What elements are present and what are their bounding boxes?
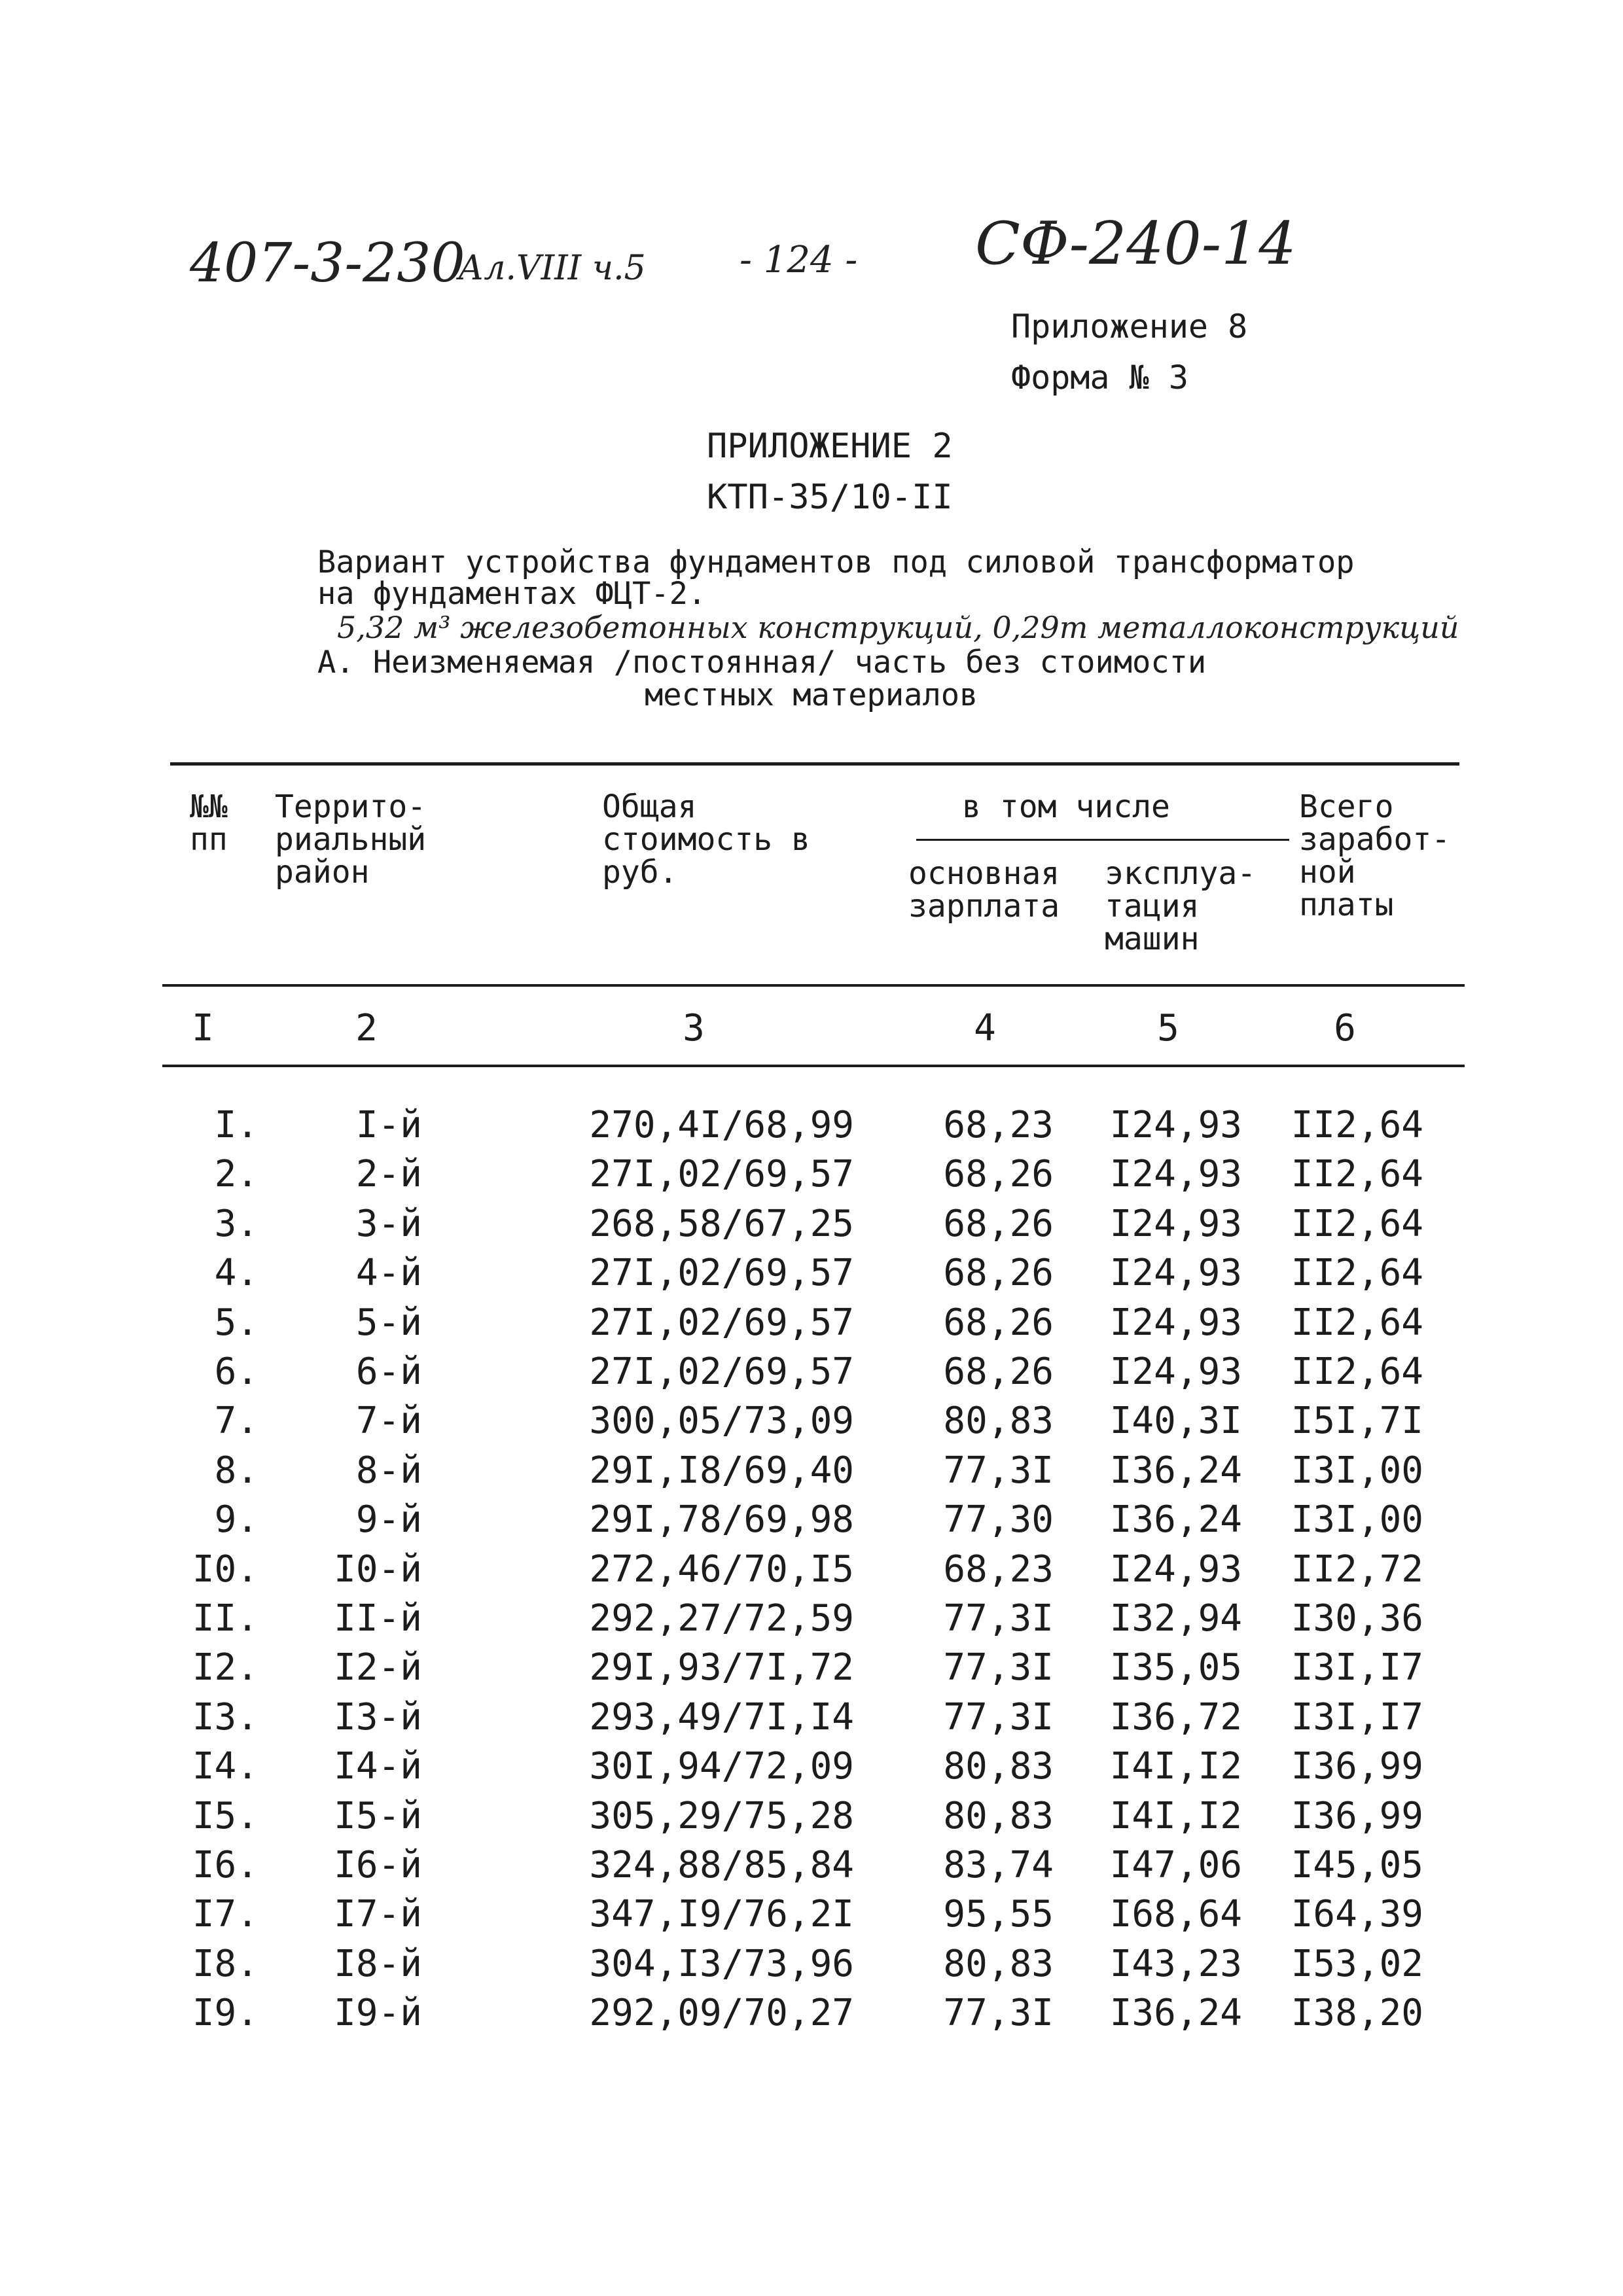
row-total-wage: I36,99 [1291, 1795, 1423, 1837]
row-machines: I24,93 [1109, 1351, 1242, 1393]
row-wage: 77,3I [943, 1646, 1054, 1689]
row-number: I9. [192, 1992, 259, 2034]
row-number: 7. [214, 1400, 259, 1442]
row-region: I9-й [334, 1992, 422, 2034]
row-machines: I47,06 [1109, 1844, 1242, 1886]
appendix-label: Приложение 8 [1011, 308, 1248, 345]
row-machines: I43,23 [1109, 1943, 1242, 1985]
row-machines: I68,64 [1109, 1893, 1242, 1935]
row-machines: I36,24 [1109, 1498, 1242, 1541]
row-number: 9. [214, 1498, 259, 1541]
row-wage: 68,26 [943, 1351, 1054, 1393]
row-total-wage: I38,20 [1291, 1992, 1423, 2034]
table-top-rule [170, 762, 1459, 766]
row-region: 7-й [355, 1400, 422, 1442]
row-machines: I4I,I2 [1109, 1795, 1242, 1837]
col-region-header: Террито- риальный район [275, 788, 427, 891]
row-region: 9-й [355, 1498, 422, 1541]
row-region: 4-й [355, 1252, 422, 1294]
project-code: 407-3-230 [190, 232, 465, 294]
row-wage: 68,26 [943, 1153, 1054, 1195]
description-line-1: Вариант устройства фундаментов под силовой трансформатор [317, 544, 1355, 580]
row-total-wage: I3I,00 [1291, 1498, 1423, 1541]
row-wage: 77,3I [943, 1597, 1054, 1640]
form-label: Форма № 3 [1011, 359, 1188, 397]
row-region: I-й [355, 1104, 422, 1146]
col-total-wage-header: Всего заработ- ной платы [1299, 788, 1451, 923]
album-mark: Ал.VIII ч.5 [458, 249, 646, 288]
row-region: I8-й [334, 1943, 422, 1985]
row-total: 29I,93/7I,72 [589, 1646, 854, 1689]
col-num-header: №№ пп [190, 788, 228, 858]
row-total: 29I,I8/69,40 [589, 1449, 854, 1492]
row-region: II-й [334, 1597, 422, 1640]
part-line-1: А. Неизменяемая /постоянная/ часть без стоимости [317, 645, 1207, 680]
row-machines: I4I,I2 [1109, 1745, 1242, 1788]
row-number: I4. [192, 1745, 259, 1788]
row-number: II. [192, 1597, 259, 1640]
row-wage: 68,26 [943, 1301, 1054, 1344]
row-total-wage: I5I,7I [1291, 1400, 1423, 1442]
row-total: 27I,02/69,57 [589, 1153, 854, 1195]
row-number: 4. [214, 1252, 259, 1294]
row-wage: 80,83 [943, 1943, 1054, 1985]
row-total: 27I,02/69,57 [589, 1252, 854, 1294]
row-total: 27I,02/69,57 [589, 1351, 854, 1393]
document-subtitle: КТП-35/10-II [707, 478, 953, 517]
col-wage-header: основная зарплата [908, 855, 1060, 925]
row-wage: 83,74 [943, 1844, 1054, 1886]
row-total-wage: II2,64 [1291, 1153, 1423, 1195]
row-total: 304,I3/73,96 [589, 1943, 854, 1985]
row-number: I7. [192, 1893, 259, 1935]
row-total: 270,4I/68,99 [589, 1104, 854, 1146]
row-total-wage: I3I,00 [1291, 1449, 1423, 1492]
column-number: I [192, 1007, 214, 1050]
row-region: 6-й [355, 1351, 422, 1393]
row-total-wage: II2,64 [1291, 1351, 1423, 1393]
row-total-wage: II2,72 [1291, 1548, 1423, 1591]
row-region: I6-й [334, 1844, 422, 1886]
column-number: 2 [355, 1007, 378, 1050]
row-wage: 77,30 [943, 1498, 1054, 1541]
row-number: 3. [214, 1203, 259, 1245]
row-total: 29I,78/69,98 [589, 1498, 854, 1541]
row-number: I3. [192, 1696, 259, 1739]
row-wage: 77,3I [943, 1449, 1054, 1492]
part-line-2: местных материалов [645, 677, 978, 713]
column-number: 3 [683, 1007, 705, 1050]
row-total: 292,27/72,59 [589, 1597, 854, 1640]
row-machines: I24,93 [1109, 1153, 1242, 1195]
row-machines: I36,24 [1109, 1992, 1242, 2034]
col-machines-header: эксплуа- тация машин [1105, 855, 1257, 957]
row-machines: I40,3I [1109, 1400, 1242, 1442]
row-wage: 68,23 [943, 1104, 1054, 1146]
row-region: I2-й [334, 1646, 422, 1689]
row-number: 6. [214, 1351, 259, 1393]
document-title: ПРИЛОЖЕНИЕ 2 [707, 427, 953, 466]
volume-note: 5,32 м³ железобетонных конструкций, 0,29т металлоконструкций [337, 610, 1459, 645]
row-wage: 77,3I [943, 1696, 1054, 1739]
row-total: 30I,94/72,09 [589, 1745, 854, 1788]
row-wage: 80,83 [943, 1400, 1054, 1442]
row-number: 8. [214, 1449, 259, 1492]
row-region: I7-й [334, 1893, 422, 1935]
row-wage: 68,23 [943, 1548, 1054, 1591]
row-number: I2. [192, 1646, 259, 1689]
row-machines: I24,93 [1109, 1301, 1242, 1344]
row-total: 293,49/7I,I4 [589, 1696, 854, 1739]
row-total-wage: I36,99 [1291, 1745, 1423, 1788]
number-row-rule [162, 1065, 1465, 1067]
col-incl-header: в том числе [962, 788, 1170, 825]
row-number: 2. [214, 1153, 259, 1195]
row-machines: I24,93 [1109, 1252, 1242, 1294]
row-total-wage: I53,02 [1291, 1943, 1423, 1985]
row-machines: I32,94 [1109, 1597, 1242, 1640]
row-total: 272,46/70,I5 [589, 1548, 854, 1591]
row-machines: I24,93 [1109, 1203, 1242, 1245]
row-total: 300,05/73,09 [589, 1400, 854, 1442]
row-number: 5. [214, 1301, 259, 1344]
row-region: 5-й [355, 1301, 422, 1344]
row-total: 27I,02/69,57 [589, 1301, 854, 1344]
row-wage: 80,83 [943, 1795, 1054, 1837]
row-number: I5. [192, 1795, 259, 1837]
row-total-wage: I45,05 [1291, 1844, 1423, 1886]
row-wage: 77,3I [943, 1992, 1054, 2034]
row-region: 2-й [355, 1153, 422, 1195]
row-total-wage: I3I,I7 [1291, 1696, 1423, 1739]
description-line-2: на фундаментах ФЦТ-2. [317, 576, 707, 612]
row-machines: I36,72 [1109, 1696, 1242, 1739]
row-number: I8. [192, 1943, 259, 1985]
row-total: 268,58/67,25 [589, 1203, 854, 1245]
row-total-wage: I64,39 [1291, 1893, 1423, 1935]
row-region: I4-й [334, 1745, 422, 1788]
incl-rule [916, 839, 1289, 841]
row-region: 3-й [355, 1203, 422, 1245]
col-total-header: Общая стоимость в руб. [602, 788, 810, 891]
column-number: 5 [1157, 1007, 1179, 1050]
column-number: 6 [1334, 1007, 1356, 1050]
row-total-wage: I3I,I7 [1291, 1646, 1423, 1689]
row-region: 8-й [355, 1449, 422, 1492]
row-total-wage: I30,36 [1291, 1597, 1423, 1640]
row-number: I0. [192, 1548, 259, 1591]
row-wage: 68,26 [943, 1252, 1054, 1294]
row-machines: I24,93 [1109, 1104, 1242, 1146]
page-number: - 124 - [740, 239, 858, 281]
row-total: 347,I9/76,2I [589, 1893, 854, 1935]
row-region: I5-й [334, 1795, 422, 1837]
row-machines: I24,93 [1109, 1548, 1242, 1591]
row-region: I3-й [334, 1696, 422, 1739]
row-wage: 80,83 [943, 1745, 1054, 1788]
row-total-wage: II2,64 [1291, 1104, 1423, 1146]
row-total: 292,09/70,27 [589, 1992, 854, 2034]
row-total-wage: II2,64 [1291, 1252, 1423, 1294]
row-machines: I35,05 [1109, 1646, 1242, 1689]
row-machines: I36,24 [1109, 1449, 1242, 1492]
row-number: I. [214, 1104, 259, 1146]
header-bottom-rule [162, 984, 1465, 987]
row-wage: 95,55 [943, 1893, 1054, 1935]
row-region: I0-й [334, 1548, 422, 1591]
series-code: СФ-240-14 [975, 209, 1296, 278]
row-total: 305,29/75,28 [589, 1795, 854, 1837]
column-number: 4 [974, 1007, 996, 1050]
row-number: I6. [192, 1844, 259, 1886]
row-wage: 68,26 [943, 1203, 1054, 1245]
row-total-wage: II2,64 [1291, 1203, 1423, 1245]
row-total-wage: II2,64 [1291, 1301, 1423, 1344]
row-total: 324,88/85,84 [589, 1844, 854, 1886]
